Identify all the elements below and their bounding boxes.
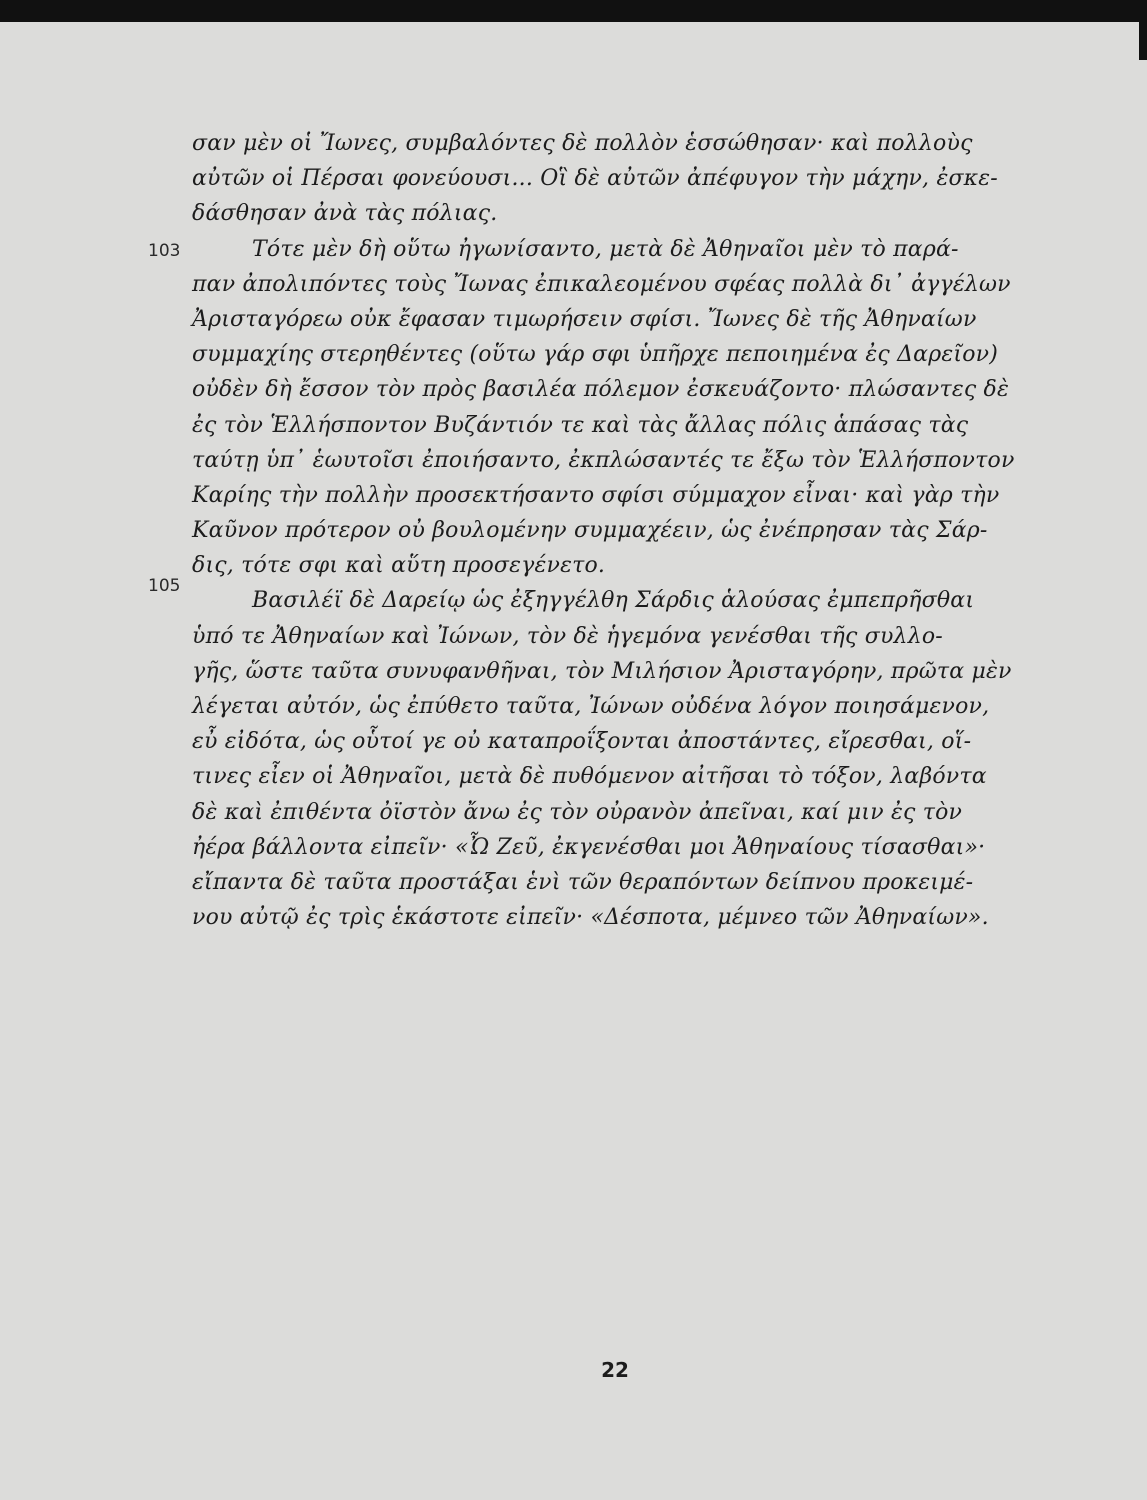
text-line: λέγεται αὐτόν, ὡς ἐπύθετο ταῦτα, Ἰώνων οὐδένα λόγον ποιησάμενον,: [192, 694, 990, 719]
text-line: ἠέρα βάλλοντα εἰπεῖν· «Ὦ Ζεῦ, ἐκγενέσθαι μοι Ἀθηναίους τίσασθαι»·: [192, 834, 986, 860]
text-line: τινες εἶεν οἱ Ἀθηναῖοι, μετὰ δὲ πυθόμενον αἰτῆσαι τὸ τόξον, λαβόντα: [192, 764, 987, 790]
paragraph-number-105: 105: [148, 576, 181, 596]
page-number: 22: [601, 1358, 629, 1382]
text-line: παν ἀπολιπόντες τοὺς Ἴωνας ἐπικαλεομένου σφέας πολλὰ δι᾽ ἀγγέλων: [192, 271, 1011, 297]
text-line: ταύτῃ ὑπ᾽ ἑωυτοῖσι ἐποιήσαντο, ἐκπλώσαντές τε ἔξω τὸν Ἑλλήσποντον: [192, 447, 1015, 473]
body-text: [192, 126, 1037, 935]
text-line: συμμαχίης στερηθέντες (οὕτω γάρ σφι ὑπῆρχε πεποιημένα ἐς Δαρεῖον): [192, 342, 999, 368]
text-line: δάσθησαν ἀνὰ τὰς πόλιας.: [192, 201, 498, 227]
text-line: αὐτῶν οἱ Πέρσαι φονεύουσι... Οἳ δὲ αὐτῶν ἀπέφυγον τὴν μάχην, ἐσκε-: [192, 166, 998, 192]
text-line: ὑπό τε Ἀθηναίων καὶ Ἰώνων, τὸν δὲ ἡγεμόνα γενέσθαι τῆς συλλο-: [192, 623, 943, 649]
text-line: γῆς, ὥστε ταῦτα συνυφανθῆναι, τὸν Μιλήσιον Ἀρισταγόρην, πρῶτα μὲν: [192, 658, 1012, 684]
paragraph-105: [192, 583, 1037, 935]
text-line: Ἀρισταγόρεω οὐκ ἔφασαν τιμωρήσειν σφίσι. Ἴωνες δὲ τῆς Ἀθηναίων: [192, 306, 977, 332]
text-line: Τότε μὲν δὴ οὕτω ἠγωνίσαντο, μετὰ δὲ Ἀθηναῖοι μὲν τὸ παρά-: [252, 236, 959, 262]
text-line: ἐς τὸν Ἑλλήσποντον Βυζάντιόν τε καὶ τὰς ἄλλας πόλις ἁπάσας τὰς: [192, 412, 969, 438]
text-line: σαν μὲν οἱ Ἴωνες, συμβαλόντες δὲ πολλὸν ἑσσώθησαν· καὶ πολλοὺς: [192, 131, 973, 156]
paragraph-number-103: 103: [148, 241, 181, 261]
text-line: Καρίης τὴν πολλὴν προσεκτήσαντο σφίσι σύμμαχον εἶναι· καὶ γὰρ τὴν: [192, 482, 1000, 508]
paragraph-103: [192, 232, 1037, 584]
text-line: δὲ καὶ ἐπιθέντα ὀϊστὸν ἄνω ἐς τὸν οὐρανὸν ἀπεῖναι, καί μιν ἐς τὸν: [192, 799, 963, 825]
text-line: Βασιλέϊ δὲ Δαρείῳ ὡς ἐξηγγέλθη Σάρδις ἁλούσας ἐμπεπρῆσθαι: [252, 588, 975, 614]
paragraph-continuation: [192, 126, 1037, 232]
text-line: νου αὐτῷ ἐς τρὶς ἑκάστοτε εἰπεῖν· «Δέσποτα, μέμνεο τῶν Ἀθηναίων».: [192, 905, 989, 931]
text-line: Καῦνον πρότερον οὐ βουλομένην συμμαχέειν, ὡς ἐνέπρησαν τὰς Σάρ-: [192, 518, 988, 544]
text-line: εὖ εἰδότα, ὡς οὗτοί γε οὐ καταπροΐξονται ἀποστάντες, εἴρεσθαι, οἵ-: [192, 729, 972, 755]
scan-border-right: [1139, 0, 1147, 60]
text-line: δις, τότε σφι καὶ αὕτη προσεγένετο.: [192, 553, 606, 579]
text-line: οὐδὲν δὴ ἔσσον τὸν πρὸς βασιλέα πόλεμον ἐσκευάζοντο· πλώσαντες δὲ: [192, 377, 1009, 403]
scan-border-top: [0, 0, 1147, 22]
text-line: εἴπαντα δὲ ταῦτα προστάξαι ἑνὶ τῶν θεραπόντων δείπνου προκειμέ-: [192, 869, 974, 895]
